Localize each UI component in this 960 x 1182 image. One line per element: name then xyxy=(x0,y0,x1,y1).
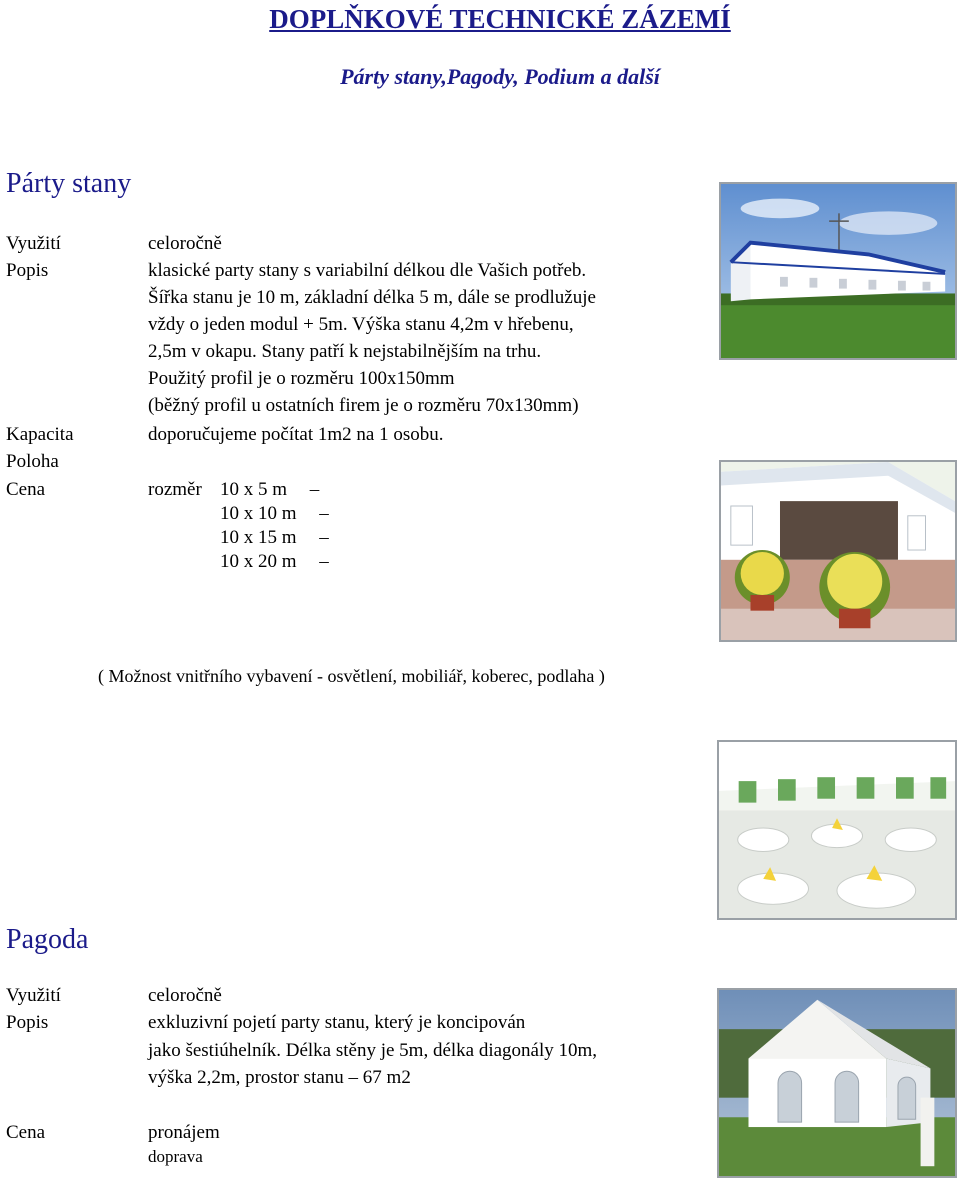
label-usage: Využití xyxy=(6,985,61,1006)
tent-entrance-flowers-photo xyxy=(719,460,957,642)
price-transport: doprava xyxy=(148,1147,203,1166)
description-line: 2,5m v okapu. Stany patří k nejstabilnějším na trhu. xyxy=(148,341,542,362)
description-line: klasické party stany s variabilní délkou dle Vašich potřeb. xyxy=(148,260,587,281)
label-description: Popis xyxy=(6,260,49,281)
value-usage: celoročně xyxy=(148,985,222,1006)
price-dash: – xyxy=(319,503,329,524)
value-usage: celoročně xyxy=(148,233,222,254)
description-line: Šířka stanu je 10 m, základní délka 5 m, dále se prodlužuje xyxy=(148,287,596,308)
description-line: (běžný profil u ostatních firem je o rozměru 70x130mm) xyxy=(148,395,579,416)
size-value: 10 x 15 m xyxy=(220,527,297,548)
label-price: Cena xyxy=(6,479,46,500)
value-capacity: doporučujeme počítat 1m2 na 1 osobu. xyxy=(148,424,444,445)
label-capacity: Kapacita xyxy=(6,424,74,445)
size-label: rozměr xyxy=(148,479,202,500)
party-tent-exterior-photo xyxy=(719,182,957,360)
size-row xyxy=(220,479,319,501)
size-value: 10 x 20 m xyxy=(220,551,297,572)
price-rental: pronájem xyxy=(148,1122,220,1143)
section-heading-pagoda: Pagoda xyxy=(6,924,89,955)
description-line: výška 2,2m, prostor stanu – 67 m2 xyxy=(148,1067,411,1088)
equipment-note: ( Možnost vnitřního vybavení - osvětlení, mobiliář, koberec, podlaha ) xyxy=(98,666,605,686)
pagoda-tent-photo xyxy=(717,988,957,1178)
tent-interior-tables-photo xyxy=(717,740,957,920)
description-line: jako šestiúhelník. Délka stěny je 5m, délka diagonály 10m, xyxy=(148,1040,598,1061)
size-row xyxy=(220,503,329,525)
price-dash: – xyxy=(309,479,320,500)
label-location: Poloha xyxy=(6,451,59,472)
description-line: Použitý profil je o rozměru 100x150mm xyxy=(148,368,455,389)
size-row xyxy=(220,551,329,573)
label-description: Popis xyxy=(6,1012,49,1033)
label-usage: Využití xyxy=(6,233,61,254)
price-dash: – xyxy=(319,527,329,548)
description-line: vždy o jeden modul + 5m. Výška stanu 4,2m v hřebenu, xyxy=(148,314,574,335)
size-value: 10 x 10 m xyxy=(220,503,297,524)
label-price: Cena xyxy=(6,1122,46,1143)
description-line: exkluzivní pojetí party stanu, který je koncipován xyxy=(148,1012,526,1033)
page-title: DOPLŇKOVÉ TECHNICKÉ ZÁZEMÍ xyxy=(269,4,731,34)
size-value: 10 x 5 m xyxy=(220,479,288,500)
page-subtitle: Párty stany,Pagody, Podium a další xyxy=(340,64,660,89)
size-row xyxy=(220,527,329,549)
price-dash: – xyxy=(319,551,329,572)
section-heading-party-tents: Párty stany xyxy=(6,168,132,199)
